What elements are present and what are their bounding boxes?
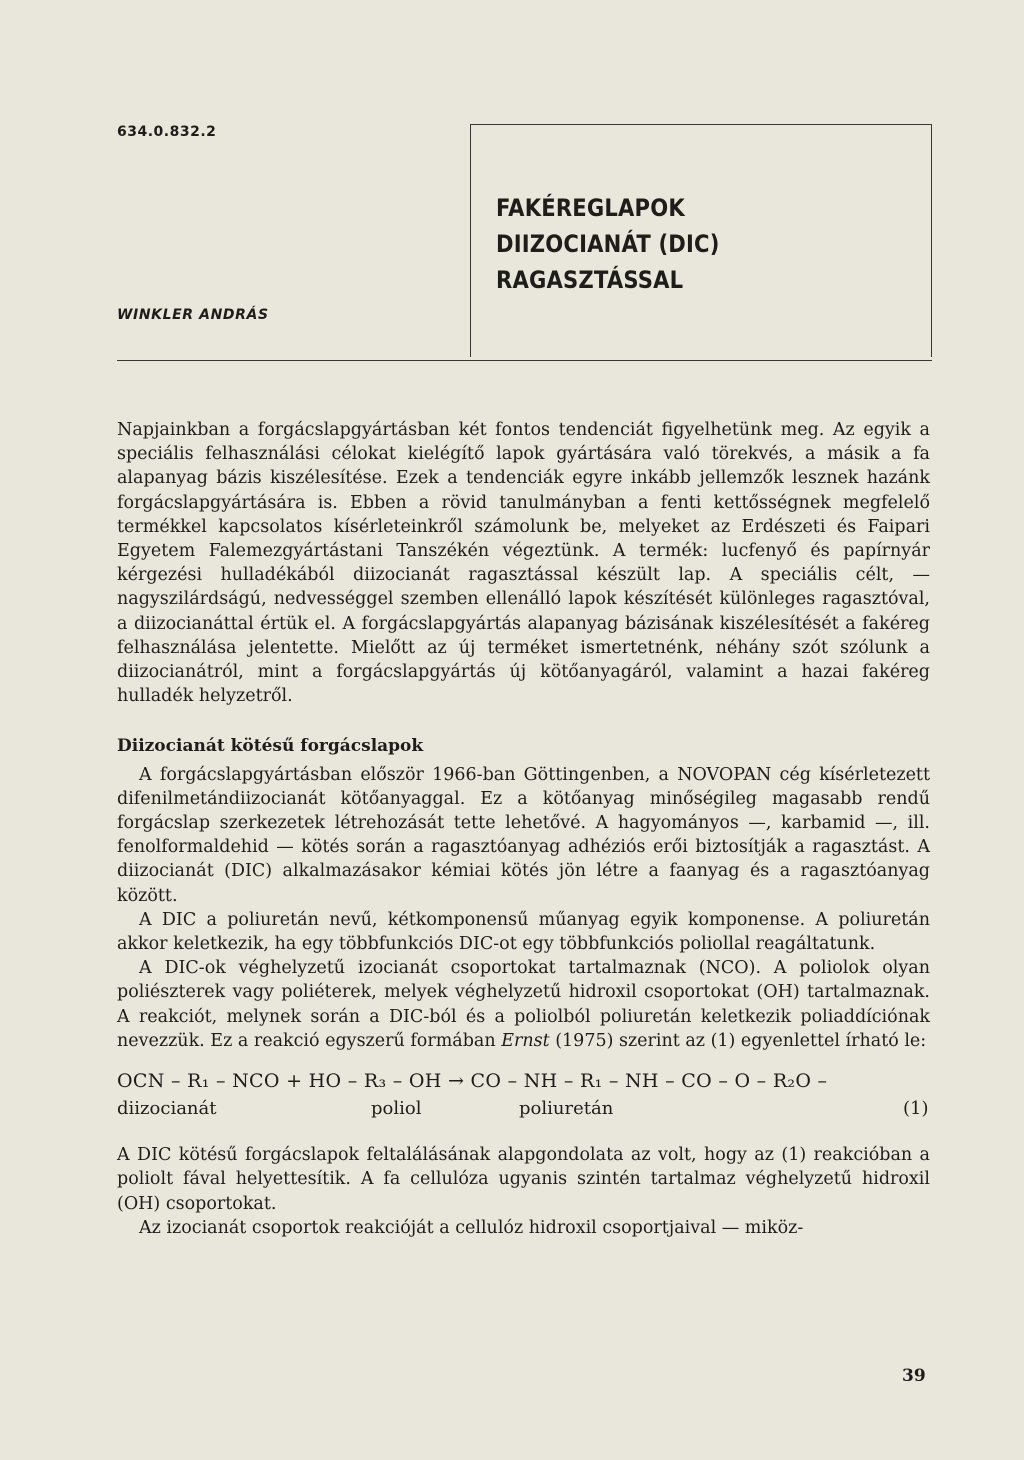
- article-body: [117, 418, 930, 1240]
- paragraph-3-text: A DIC-ok véghelyzetű izocianát csoportokat tartalmaznak (NCO). A poliolok olyan poliészterek vagy poliéterek, melyek véghelyzetű hidroxil csoportokat (OH) tartalmaznak. A reakciót, melynek során a DIC-ból és a poliolból poliuretán keletkezik poliaddíciónak nevezzük. Ez a reakció egyszerű formában: [117, 958, 930, 1051]
- author-name: WINKLER ANDRÁS: [117, 307, 269, 323]
- header-divider: [117, 360, 932, 361]
- page-number: 39: [902, 1366, 926, 1386]
- label-poliuretan: poliuretán: [519, 1098, 614, 1120]
- paragraph-3: [117, 956, 930, 1053]
- title-box: [470, 124, 932, 357]
- title-line-1: FAKÉREGLAPOK: [496, 194, 685, 222]
- chemical-equation: OCN – R₁ – NCO + HO – R₃ – OH → CO – NH – R₁ – NH – CO – O – R₂O –: [117, 1070, 828, 1093]
- intro-paragraph: Napjainkban a forgácslapgyártásban két fontos tendenciát figyelhetünk meg. Az egyik a speciális felhasználási célokat kielégítő lapok gyártására való törekvés, a másik a fa alapanyag bázis kiszélesítése. Ezek a tendenciák egyre inkább jellemzők lesznek hazánk forgácslapgyártására is. Ebben a rövid tanulmányban a fenti kettősségnek megfelelő termékkel kapcsolatos kísérleteinkről számolunk be, melyeket az Erdészeti és Faipari Egyetem Falemezgyártástani Tanszékén végeztünk. A termék: lucfenyő és papírnyár kérgezési hulladékából diizocianát ragasztással készült lap. A speciális célt, — nagyszilárdságú, nedvességgel szemben ellenálló lapok készítését különleges ragasztóval, a diizocianáttal értük el. A forgácslapgyártás alapanyag bázisának kiszélesítését a fakéreg felhasználása jelentette. Mielőtt az új terméket ismertetnénk, néhány szót szólunk a diizocianátról, mint a forgácslapgyártás új kötőanyagáról, valamint a hazai fakéreg hulladék helyzetről.: [117, 420, 930, 707]
- paragraph-5: Az izocianát csoportok reakcióját a cellulóz hidroxil csoportjaival — miköz-: [139, 1217, 804, 1238]
- title-line-3: RAGASZTÁSSAL: [496, 266, 684, 294]
- paragraph-4: A DIC kötésű forgácslapok feltalálásának alapgondolata az volt, hogy az (1) reakcióban a poliolt fával helyettesítik. A fa cellulóza ugyanis szintén tartalmaz véghelyzetű hidroxil (OH) csoportokat.: [117, 1145, 930, 1214]
- paragraph-1: A forgácslapgyártásban először 1966-ban Göttingenben, a NOVOPAN cég kísérletezett difenilmetándiizocianát kötőanyaggal. Ez a kötőanyag minőségileg magasabb rendű forgácslap szerkezetek létrehozását tette lehetővé. A hagyományos —, karbamid —, ill. fenolformaldehid — kötés során a ragasztóanyag adhéziós erői biztosítják a ragasztást. A diizocianát (DIC) alkalmazásakor kémiai kötés jön létre a faanyag és a ragasztóanyag között.: [117, 764, 930, 906]
- label-diizocianat: diizocianát: [117, 1098, 217, 1120]
- udc-code: 634.0.832.2: [117, 124, 217, 140]
- equation-number: (1): [903, 1098, 929, 1120]
- section-heading: Diizocianát kötésű forgácslapok: [117, 736, 424, 757]
- paragraph-2: A DIC a poliuretán nevű, kétkomponensű műanyag egyik komponense. A poliuretán akkor keletkezik, ha egy többfunkciós DIC-ot egy többfunkciós poliollal reagáltatunk.: [117, 909, 930, 955]
- equation-labels: [117, 1097, 930, 1125]
- title-line-2: DIIZOCIANÁT (DIC): [496, 230, 720, 258]
- article-title: [496, 190, 720, 298]
- paragraph-3-tail: (1975) szerint az (1) egyenlettel írható le:: [549, 1030, 927, 1051]
- label-poliol: poliol: [371, 1098, 422, 1120]
- cited-author: Ernst: [501, 1030, 550, 1051]
